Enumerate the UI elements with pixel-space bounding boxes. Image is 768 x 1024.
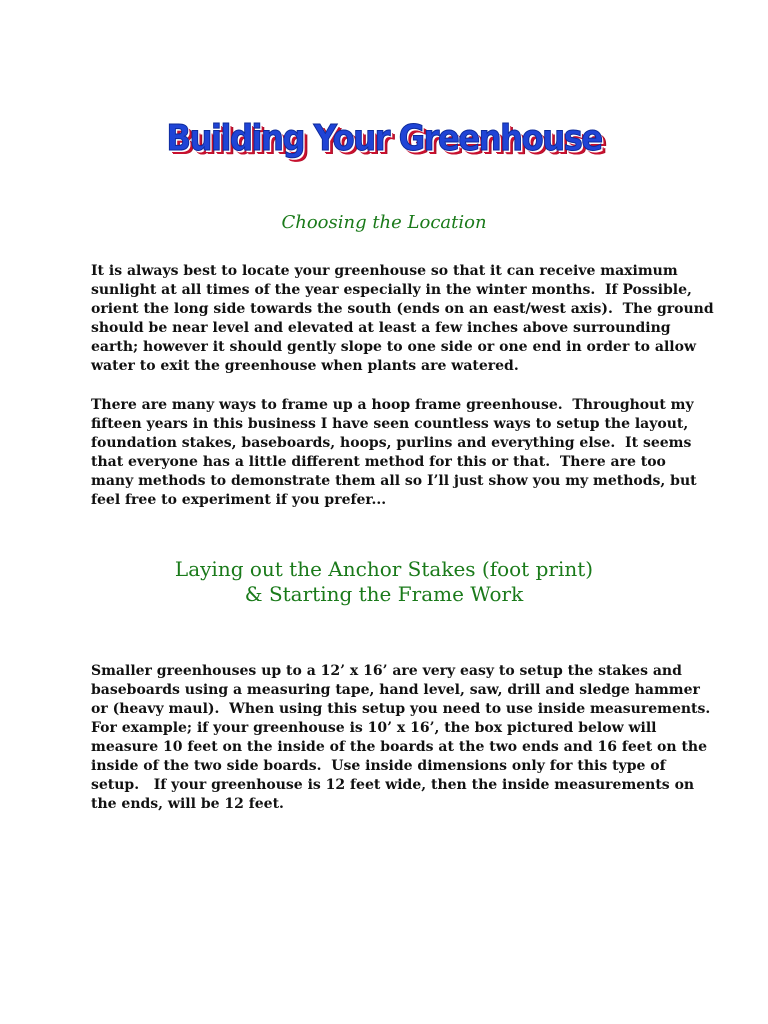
text-line: setup. If your greenhouse is 12 feet wide, then the inside measurements on xyxy=(91,777,695,793)
text-line: that everyone has a little different method for this or that. There are too xyxy=(91,454,666,470)
text-line: sunlight at all times of the year especially in the winter months. If Possible, xyxy=(91,282,692,298)
paragraph-location xyxy=(91,262,714,376)
section-heading-location: Choosing the Location xyxy=(281,212,487,233)
text-line: For example; if your greenhouse is 10’ x 16’, the box pictured below will xyxy=(91,720,657,736)
text-line: Smaller greenhouses up to a 12’ x 16’ are very easy to setup the stakes and xyxy=(91,663,682,679)
text-line: feel free to experiment if you prefer... xyxy=(91,492,387,508)
text-line: fifteen years in this business I have seen countless ways to setup the layout, xyxy=(91,416,689,432)
text-line: foundation stakes, baseboards, hoops, purlins and everything else. It seems xyxy=(91,435,692,451)
text-line: It is always best to locate your greenhouse so that it can receive maximum xyxy=(91,263,678,279)
text-line: many methods to demonstrate them all so I’ll just show you my methods, but xyxy=(91,473,697,489)
heading-line: & Starting the Frame Work xyxy=(244,582,524,606)
text-line: orient the long side towards the south (ends on an east/west axis). The ground xyxy=(91,301,714,317)
paragraph-setup xyxy=(91,662,711,814)
text-line: measure 10 feet on the inside of the boards at the two ends and 16 feet on the xyxy=(91,739,707,755)
document-title: Building Your Greenhouse xyxy=(166,118,602,159)
text-line: should be near level and elevated at least a few inches above surrounding xyxy=(91,320,671,336)
text-line: or (heavy maul). When using this setup you need to use inside measurements. xyxy=(91,701,711,717)
paragraph-framing-methods xyxy=(91,396,697,510)
text-line: inside of the two side boards. Use inside dimensions only for this type of xyxy=(91,758,666,774)
text-line: water to exit the greenhouse when plants are watered. xyxy=(91,358,519,374)
text-line: earth; however it should gently slope to one side or one end in order to allow xyxy=(91,339,696,355)
section-heading-anchor-stakes xyxy=(0,557,768,607)
text-line: There are many ways to frame up a hoop frame greenhouse. Throughout my xyxy=(91,397,694,413)
text-line: the ends, will be 12 feet. xyxy=(91,796,284,812)
text-line: baseboards using a measuring tape, hand level, saw, drill and sledge hammer xyxy=(91,682,700,698)
heading-line: Laying out the Anchor Stakes (foot print) xyxy=(174,557,594,581)
